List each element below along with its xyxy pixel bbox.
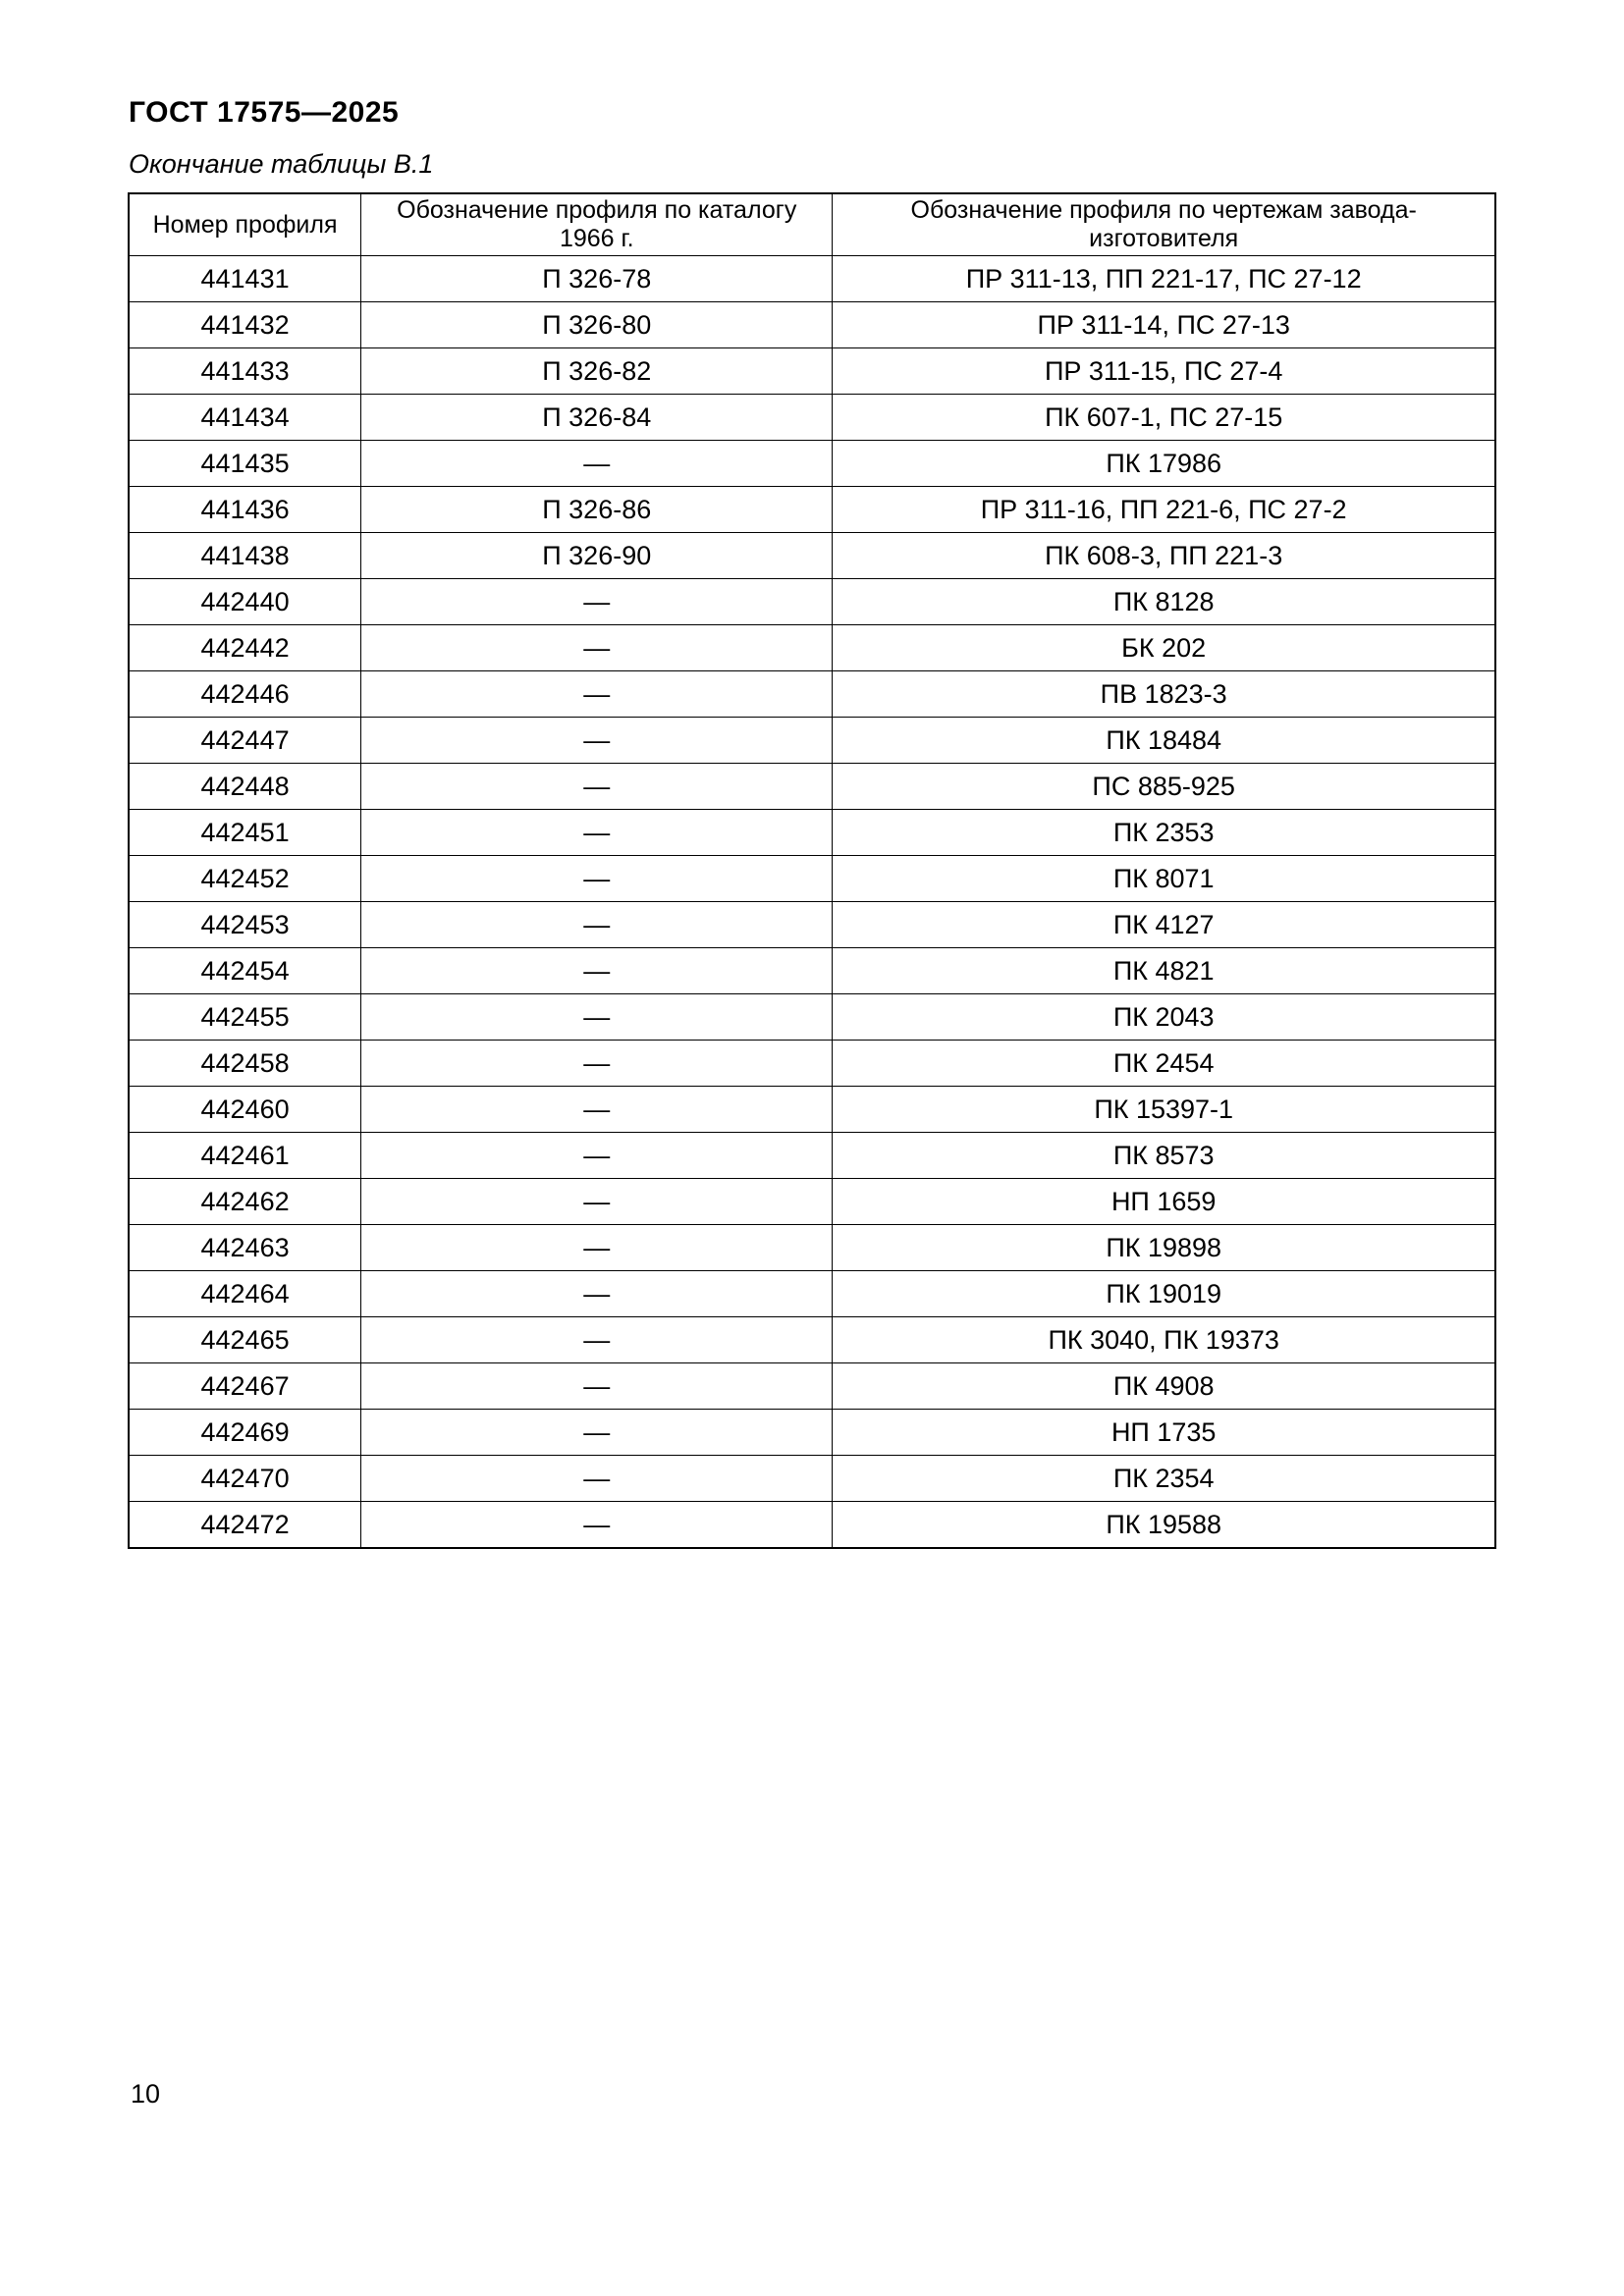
table-cell: — — [361, 1133, 833, 1179]
table-cell: 441435 — [129, 441, 361, 487]
profile-table-body — [129, 256, 1495, 1549]
table-cell: — — [361, 1271, 833, 1317]
table-cell: 442464 — [129, 1271, 361, 1317]
table-row — [129, 487, 1495, 533]
column-header-profile-number: Номер профиля — [129, 193, 361, 256]
table-cell: ПВ 1823-3 — [833, 671, 1495, 718]
table-row — [129, 1041, 1495, 1087]
table-cell: 441434 — [129, 395, 361, 441]
table-cell: 441431 — [129, 256, 361, 302]
table-cell: ПК 8128 — [833, 579, 1495, 625]
table-cell: — — [361, 579, 833, 625]
table-row — [129, 856, 1495, 902]
table-row — [129, 1271, 1495, 1317]
table-row — [129, 441, 1495, 487]
table-cell: ПР 311-15, ПС 27-4 — [833, 348, 1495, 395]
page-number: 10 — [131, 2079, 161, 2109]
table-row — [129, 256, 1495, 302]
column-header-factory-drawings: Обозначение профиля по чертежам завода-изготовителя — [833, 193, 1495, 256]
table-cell: 442461 — [129, 1133, 361, 1179]
table-cell: — — [361, 856, 833, 902]
table-cell: — — [361, 671, 833, 718]
table-cell: ПС 885-925 — [833, 764, 1495, 810]
table-row — [129, 810, 1495, 856]
table-cell: ПК 608-3, ПП 221-3 — [833, 533, 1495, 579]
table-cell: 442448 — [129, 764, 361, 810]
profile-table-head — [129, 193, 1495, 256]
table-row — [129, 1087, 1495, 1133]
table-cell: — — [361, 1179, 833, 1225]
table-cell: 442458 — [129, 1041, 361, 1087]
table-row — [129, 718, 1495, 764]
table-cell: 442472 — [129, 1502, 361, 1549]
column-header-catalog-1966: Обозначение профиля по каталогу 1966 г. — [361, 193, 833, 256]
table-cell: ПК 4908 — [833, 1363, 1495, 1410]
table-cell: ПК 2043 — [833, 994, 1495, 1041]
table-cell: — — [361, 1363, 833, 1410]
table-row — [129, 533, 1495, 579]
table-cell: П 326-84 — [361, 395, 833, 441]
table-cell: — — [361, 1225, 833, 1271]
table-row — [129, 1225, 1495, 1271]
table-row — [129, 902, 1495, 948]
table-cell: — — [361, 1041, 833, 1087]
table-row — [129, 1363, 1495, 1410]
table-cell: — — [361, 902, 833, 948]
table-row — [129, 1410, 1495, 1456]
table-cell: — — [361, 441, 833, 487]
table-cell: 442469 — [129, 1410, 361, 1456]
table-cell: — — [361, 718, 833, 764]
table-cell: П 326-82 — [361, 348, 833, 395]
table-cell: ПК 8573 — [833, 1133, 1495, 1179]
table-cell: 442467 — [129, 1363, 361, 1410]
table-cell: П 326-86 — [361, 487, 833, 533]
table-cell: ПК 2454 — [833, 1041, 1495, 1087]
table-cell: ПК 19898 — [833, 1225, 1495, 1271]
table-cell: ПК 17986 — [833, 441, 1495, 487]
table-cell: ПК 3040, ПК 19373 — [833, 1317, 1495, 1363]
table-cell: ПК 19588 — [833, 1502, 1495, 1549]
table-cell: 442452 — [129, 856, 361, 902]
table-row — [129, 395, 1495, 441]
table-cell: ПК 19019 — [833, 1271, 1495, 1317]
table-cell: ПК 4127 — [833, 902, 1495, 948]
table-cell: — — [361, 948, 833, 994]
table-cell: 441432 — [129, 302, 361, 348]
profile-table — [128, 192, 1496, 1549]
table-cell: ПК 2354 — [833, 1456, 1495, 1502]
table-row — [129, 671, 1495, 718]
table-cell: 442462 — [129, 1179, 361, 1225]
table-cell: 442455 — [129, 994, 361, 1041]
table-row — [129, 302, 1495, 348]
table-cell: 442451 — [129, 810, 361, 856]
table-cell: 442463 — [129, 1225, 361, 1271]
table-cell: 441436 — [129, 487, 361, 533]
header-row — [129, 193, 1495, 256]
table-cell: — — [361, 1502, 833, 1549]
table-cell: ПК 8071 — [833, 856, 1495, 902]
table-cell: — — [361, 1317, 833, 1363]
table-cell: 441433 — [129, 348, 361, 395]
table-cell: 442440 — [129, 579, 361, 625]
table-cell: ПК 2353 — [833, 810, 1495, 856]
table-cell: НП 1735 — [833, 1410, 1495, 1456]
table-row — [129, 1456, 1495, 1502]
table-cell: 442446 — [129, 671, 361, 718]
table-row — [129, 764, 1495, 810]
table-cell: — — [361, 994, 833, 1041]
table-cell: П 326-78 — [361, 256, 833, 302]
document-code-heading: ГОСТ 17575—2025 — [129, 96, 400, 129]
table-caption: Окончание таблицы В.1 — [129, 149, 434, 179]
table-row — [129, 579, 1495, 625]
table-cell: ПР 311-13, ПП 221-17, ПС 27-12 — [833, 256, 1495, 302]
table-cell: ПК 607-1, ПС 27-15 — [833, 395, 1495, 441]
table-cell: 442447 — [129, 718, 361, 764]
table-cell: 442442 — [129, 625, 361, 671]
table-row — [129, 1317, 1495, 1363]
table-row — [129, 994, 1495, 1041]
table-cell: БК 202 — [833, 625, 1495, 671]
table-cell: 442453 — [129, 902, 361, 948]
table-cell: ПК 15397-1 — [833, 1087, 1495, 1133]
table-cell: — — [361, 1410, 833, 1456]
table-row — [129, 1179, 1495, 1225]
table-cell: ПК 18484 — [833, 718, 1495, 764]
table-cell: ПР 311-16, ПП 221-6, ПС 27-2 — [833, 487, 1495, 533]
table-cell: П 326-80 — [361, 302, 833, 348]
table-cell: П 326-90 — [361, 533, 833, 579]
table-row — [129, 1502, 1495, 1549]
table-cell: ПР 311-14, ПС 27-13 — [833, 302, 1495, 348]
table-row — [129, 1133, 1495, 1179]
table-row — [129, 625, 1495, 671]
table-cell: 442465 — [129, 1317, 361, 1363]
table-cell: 441438 — [129, 533, 361, 579]
table-cell: ПК 4821 — [833, 948, 1495, 994]
table-row — [129, 948, 1495, 994]
table-cell: — — [361, 625, 833, 671]
table-cell: — — [361, 1456, 833, 1502]
table-cell: — — [361, 1087, 833, 1133]
table-cell: 442470 — [129, 1456, 361, 1502]
table-cell: 442460 — [129, 1087, 361, 1133]
table-cell: — — [361, 810, 833, 856]
table-cell: 442454 — [129, 948, 361, 994]
profile-table-container — [128, 192, 1496, 1549]
table-cell: НП 1659 — [833, 1179, 1495, 1225]
table-cell: — — [361, 764, 833, 810]
table-row — [129, 348, 1495, 395]
